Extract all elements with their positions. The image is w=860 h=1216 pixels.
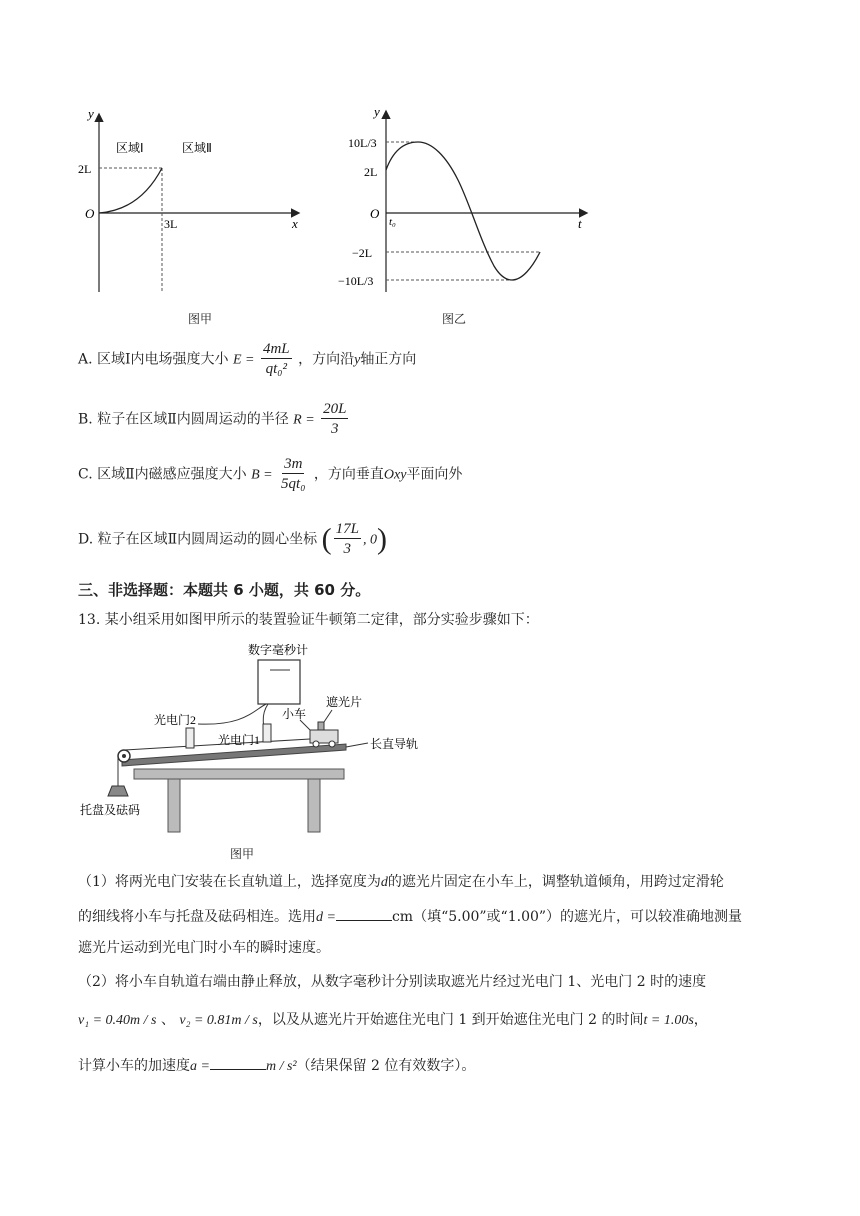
q13-part1-line1	[78, 872, 724, 893]
option-a-den: qt₀²	[265, 361, 287, 377]
label-rail: 长直导轨	[370, 737, 419, 751]
option-b-fraction	[321, 400, 348, 439]
option-b-den: 3	[331, 421, 339, 437]
option-c-suffix: ，方向垂直	[313, 466, 384, 483]
shutter-plate	[318, 722, 324, 730]
trajectory-curve	[99, 168, 162, 213]
label-cart: 小车	[282, 707, 307, 721]
origin-label: O	[370, 206, 380, 221]
label-timer: 数字毫秒计	[248, 643, 309, 657]
option-a-lhs: E =	[233, 352, 255, 368]
q13-stem: 13. 某小组采用如图甲所示的装置验证牛顿第二定律，部分实验步骤如下：	[78, 612, 539, 628]
wire-to-gate2	[198, 704, 266, 724]
y-tick-neg10L3: −10L/3	[338, 274, 374, 288]
p2-t: t = 1.00s	[643, 1013, 694, 1028]
option-d	[78, 520, 387, 559]
graph-jia	[70, 100, 320, 330]
left-paren: (	[321, 522, 332, 556]
option-b-prefix: B. 粒子在区域Ⅱ内圆周运动的半径	[78, 411, 289, 428]
option-a-num: 4mL	[262, 341, 290, 357]
option-c-num: 3m	[284, 456, 303, 472]
pulley-hub	[122, 754, 126, 758]
cart-wheel-right	[329, 741, 335, 747]
option-a-fraction	[261, 340, 292, 379]
table-leg-right	[308, 779, 320, 832]
pointer-rail	[346, 743, 368, 747]
cart-wheel-left	[313, 741, 319, 747]
p2-sep: 、	[160, 1012, 175, 1028]
region2-label: 区域Ⅱ	[182, 141, 212, 155]
right-paren: )	[376, 522, 387, 556]
option-c-prefix: C. 区域Ⅱ内磁感应强度大小	[78, 466, 247, 483]
option-b-lhs: R =	[293, 412, 315, 428]
p2-comma: ，	[693, 1012, 708, 1028]
caption-apparatus: 图甲	[230, 847, 255, 861]
pointer-shutter	[324, 710, 332, 722]
option-c-suffix2: 平面向外	[406, 466, 463, 483]
option-c-lhs: B =	[251, 467, 273, 483]
option-a	[78, 340, 416, 379]
p1-d-symbol: d	[380, 875, 388, 890]
region1-label: 区域Ⅰ	[116, 141, 144, 155]
p2-v2: v₂ = 0.81m / s	[179, 1013, 258, 1028]
t-label: t	[578, 216, 582, 231]
label-gate2: 光电门2	[154, 713, 197, 727]
caption-jia: 图甲	[188, 312, 213, 326]
photogate-2	[186, 728, 194, 748]
option-d-prefix: D. 粒子在区域Ⅱ内圆周运动的圆心坐标	[78, 531, 318, 548]
section-heading: 三、非选择题：本题共 6 小题，共 60 分。	[78, 581, 371, 599]
q13-part2-line1: （2）将小车自轨道右端由静止释放，从数字毫秒计分别读取遮光片经过光电门 1、光电门 2 时的速度	[78, 974, 707, 990]
option-a-suffix: ，方向沿	[298, 351, 355, 368]
x-tick-3L: 3L	[164, 217, 178, 231]
y-tick-neg2L: −2L	[352, 246, 373, 260]
table-leg-left	[168, 779, 180, 832]
option-c-fraction	[279, 455, 307, 494]
p1-text-b: 的遮光片固定在小车上，调整轨道倾角，用跨过定滑轮	[387, 874, 724, 890]
t0-label: t₀	[389, 216, 396, 228]
option-d-fraction	[334, 520, 361, 559]
option-b	[78, 400, 350, 439]
y-tick-2L: 2L	[78, 162, 92, 176]
option-a-prefix: A. 区域Ⅰ内电场强度大小	[78, 351, 229, 368]
tray-weights	[108, 786, 128, 796]
apparatus-figure	[78, 636, 478, 836]
option-d-den: 3	[343, 541, 352, 557]
origin-label: O	[85, 206, 95, 221]
p2-mid: ，以及从遮光片开始遮住光电门 1 到开始遮住光电门 2 的时间	[257, 1012, 644, 1028]
x-label: x	[292, 216, 298, 231]
q13-part2-line2	[78, 1010, 708, 1031]
option-c-plane: Oxy	[383, 467, 407, 483]
option-c-den: 5qt₀	[281, 476, 306, 492]
y-label: y	[374, 104, 380, 119]
photogate-1	[263, 724, 271, 742]
option-b-num: 20L	[323, 401, 347, 417]
long-rail	[122, 744, 346, 766]
y-tick-2L: 2L	[364, 165, 378, 179]
pointer-cart	[300, 720, 310, 730]
answer-blank-a[interactable]	[210, 1055, 266, 1070]
q13-part1-line3: 遮光片运动到光电门时小车的瞬时速度。	[78, 940, 330, 956]
option-a-axis: y	[354, 352, 361, 368]
label-tray: 托盘及砝码	[80, 803, 141, 817]
table-top	[134, 769, 344, 779]
y-tick-10L3: 10L/3	[348, 136, 377, 150]
p2-text-a: 计算小车的加速度	[78, 1058, 190, 1074]
digital-timer	[258, 660, 300, 704]
answer-blank-d[interactable]	[336, 906, 392, 921]
option-a-suffix2: 轴正方向	[360, 351, 417, 368]
label-gate1: 光电门1	[218, 733, 261, 747]
sine-curve	[386, 142, 540, 280]
option-c	[78, 455, 462, 494]
p2-text-b: （结果保留 2 位有效数字）。	[296, 1058, 476, 1074]
y-label: y	[88, 106, 94, 121]
p1-text-c: 的细线将小车与托盘及砝码相连。选用	[78, 909, 316, 925]
option-d-num: 17L	[335, 521, 359, 537]
p1-text-a: （1）将两光电门安装在长直轨道上，选择宽度为	[78, 874, 381, 890]
p1-text-d: cm（填“5.00”或“1.00”）的遮光片，可以较准确地测量	[391, 909, 743, 925]
caption-yi: 图乙	[442, 312, 467, 326]
label-shutter: 遮光片	[326, 695, 363, 709]
p2-a: a =	[190, 1059, 210, 1074]
option-d-tail: , 0	[362, 532, 377, 548]
graph-yi	[330, 100, 600, 300]
q13-part1-line2	[78, 906, 742, 928]
q13-part2-line3	[78, 1055, 475, 1077]
p1-d-eq: d =	[316, 910, 336, 925]
p2-unit: m / s²	[265, 1059, 297, 1074]
p2-v1: v₁ = 0.40m / s	[78, 1013, 157, 1028]
